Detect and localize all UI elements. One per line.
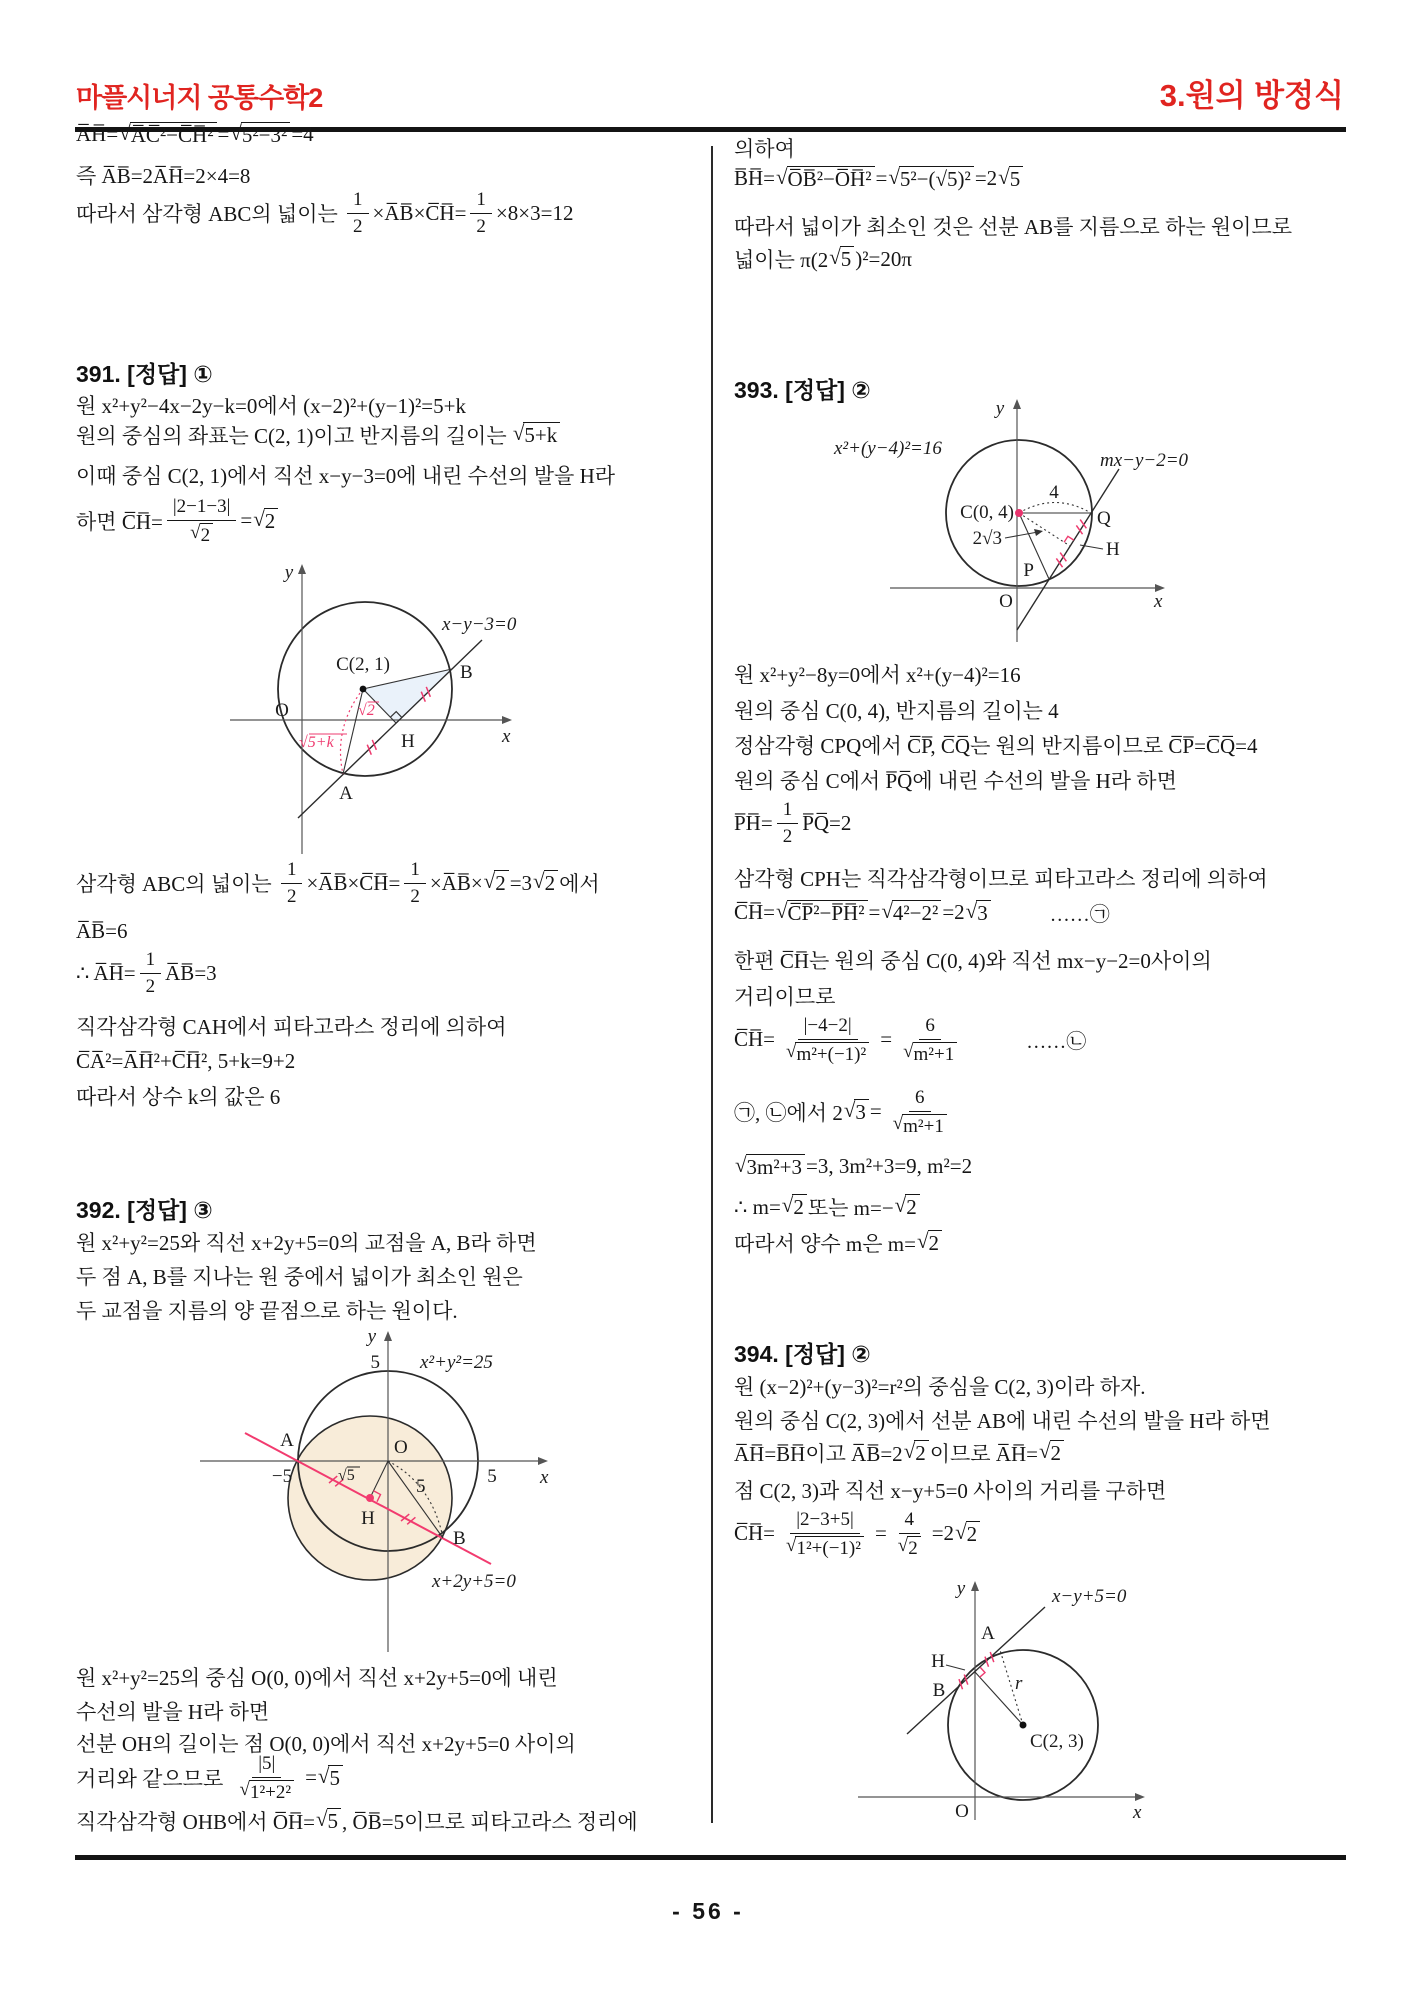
math-text: = (217, 122, 230, 147)
eq-area2 (76, 858, 600, 908)
fraction: |2−1−3| √ 2 (167, 495, 237, 546)
math-text: A̅B̅=3 (165, 960, 217, 985)
radical-icon: √ (829, 245, 841, 270)
sqrt: √ 2 (484, 870, 509, 896)
radical-icon: √ (512, 421, 525, 446)
sqrt: √ m²+(−1)² (786, 1042, 869, 1065)
math-text: 이므로 A̅H̅= (929, 1442, 1039, 1466)
text-line: 점 C(2, 3)과 직선 x−y+5=0 사이의 거리를 구하면 (734, 1479, 1167, 1503)
y-arrow-icon (384, 1331, 392, 1341)
chord-line (298, 640, 482, 818)
center-dot (360, 686, 367, 693)
label-y: y (956, 1578, 966, 1599)
eq-ah2 (76, 948, 217, 998)
eq-bh (734, 166, 1024, 192)
text-line: 정삼각형 CPQ에서 C̅P̅, C̅Q̅는 원의 반지름이므로 C̅P̅=C̅Q̅=4 (734, 734, 1258, 758)
text-line: A̅B̅=6 (76, 919, 128, 943)
text-line: 따라서 상수 k의 값은 6 (76, 1085, 281, 1109)
radical-icon: √ (776, 165, 788, 189)
radical-icon: √ (888, 165, 900, 189)
fraction: |−4−2| √ m²+(−1)² (779, 1014, 876, 1065)
figure-394 (718, 1572, 1278, 1852)
label-circle-eq: x²+(y−4)²=16 (834, 438, 942, 459)
math-text: C̅H̅= (734, 900, 776, 924)
math-text: 넓이는 π(2 (734, 248, 829, 272)
eq-solve (734, 1154, 972, 1180)
text-line: 원 x²+y²=25와 직선 x+2y+5=0의 교점을 A, B라 하면 (76, 1231, 537, 1255)
math-text: 직각삼각형 OHB에서 O̅H̅= (76, 1810, 316, 1834)
radical-icon: √ (533, 869, 545, 894)
math-text: =2 (942, 900, 965, 924)
radical-icon: √ (894, 1193, 907, 1218)
label-sqrt2: √2 (358, 702, 375, 719)
math-text: = (880, 1027, 893, 1052)
sqrt: √ 3m²+3 (735, 1154, 805, 1180)
figure-392 (170, 1326, 630, 1662)
secant-line (1017, 469, 1119, 630)
label-b: B (932, 1680, 946, 1701)
ref-tag: ……㉠ (1049, 904, 1110, 926)
math-text: A̅H̅= (76, 122, 119, 147)
label-a: A (981, 1623, 995, 1644)
math-text: P̅H̅= (734, 810, 773, 835)
eq-ah394 (734, 1438, 1065, 1468)
math-text: ×A̅B̅×C̅H̅= (372, 200, 467, 225)
math-text: =2 (931, 1521, 955, 1546)
fraction: $\frac{1}{2}$ (140, 948, 162, 998)
y-arrow-icon (298, 564, 306, 574)
radical-icon: √ (781, 1193, 794, 1218)
radical-icon: √ (239, 1779, 250, 1800)
fraction: 6 √ m²+1 (886, 1086, 954, 1137)
sqrt: √ A̅C̅²−C̅H̅² (119, 122, 216, 148)
text-line: 원 x²+y²=25의 중심 O(0, 0)에서 직선 x+2y+5=0에 내린 (76, 1666, 558, 1690)
text-line: 선분 OH의 길이는 점 O(0, 0)에서 직선 x+2y+5=0 사이의 (76, 1732, 576, 1756)
math-text: ∴ A̅H̅= (76, 960, 136, 985)
math-text: ㉠, ㉡에서 2 (734, 1100, 843, 1125)
fraction: 6 √ m²+1 (896, 1014, 964, 1065)
sqrt: √ 2 (955, 1521, 980, 1547)
sqrt: √ 4²−2² (881, 900, 941, 926)
eq-m (734, 1192, 921, 1222)
math-text: = (874, 1521, 887, 1546)
radius-arc (1019, 503, 1091, 514)
eq-area (76, 188, 573, 238)
math-text: 에서 (559, 872, 600, 896)
text-line: 원 x²+y²−8y=0에서 x²+(y−4)²=16 (734, 663, 1021, 687)
radical-icon: √ (916, 1229, 929, 1254)
label-center: C(2, 1) (336, 654, 390, 675)
sqrt: √ 5 (318, 1765, 343, 1791)
text-line: 따라서 넓이가 최소인 것은 선분 AB를 지름으로 하는 원이므로 (734, 215, 1293, 239)
fraction: $\frac{1}{2}$ (281, 858, 303, 908)
math-text: = (868, 900, 881, 924)
x-arrow-icon (502, 716, 512, 724)
text-line: 즉 A̅B̅=2A̅H̅=2×4=8 (76, 164, 251, 188)
radical-icon: √ (786, 1535, 797, 1556)
label-center: C(0, 4) (960, 502, 1014, 523)
math-text: ×8×3=12 (495, 200, 574, 225)
sqrt: √ C̅P̅²−P̅H̅² (776, 900, 868, 926)
label-y5: 5 (370, 1352, 380, 1373)
label-x: x (502, 726, 511, 747)
sqrt: √ 5²−(√5)² (888, 166, 973, 192)
label-neg5: −5 (271, 1466, 293, 1487)
radical-icon: √ (230, 121, 242, 145)
math-text: B̅H̅= (734, 166, 776, 191)
label-x: x (540, 1467, 549, 1488)
radical-icon: √ (881, 898, 893, 923)
sqrt: √ 1²+2² (240, 1780, 295, 1803)
label-origin: O (999, 591, 1013, 612)
math-text: =4 (291, 122, 314, 147)
radical-icon: √ (735, 1153, 747, 1177)
label-x: x (1133, 1802, 1142, 1823)
math-text: 따라서 양수 m은 m= (734, 1232, 916, 1256)
h-dot (366, 1494, 374, 1502)
label-circle-eq: x²+y²=25 (420, 1352, 493, 1373)
label-p: P (1023, 560, 1034, 581)
sqrt: √ 2 (904, 1440, 929, 1466)
figure-393 (738, 392, 1283, 654)
y-arrow-icon (971, 1581, 979, 1591)
column-divider (711, 146, 713, 1823)
math-text: =3, 3m²+3=9, m²=2 (806, 1154, 973, 1179)
math-text: 하면 C̅H̅= (76, 509, 163, 534)
math-text: = (240, 508, 253, 533)
label-radius4: 4 (1049, 482, 1059, 503)
label-b: B (460, 662, 473, 683)
sqrt: √ 2 (190, 523, 213, 546)
label-center: C(2, 3) (1030, 1731, 1084, 1752)
text-line: 의하여 (734, 137, 795, 161)
chapter-title: 3.원의 방정식 (1159, 78, 1344, 113)
label-a: A (339, 783, 353, 804)
eq-m-pos (734, 1228, 943, 1258)
sqrt: √ 5+k (513, 422, 560, 448)
fraction: |5| √ 1²+2² (233, 1752, 302, 1803)
radical-icon: √ (190, 522, 201, 543)
radical-icon: √ (119, 121, 131, 145)
book-title: 마플시너지 공통수학2 (76, 83, 323, 113)
arrowhead-icon (1034, 529, 1043, 536)
eq-radius (76, 420, 561, 450)
label-sqrt5: √5 (338, 1467, 355, 1484)
label-line-eq: x−y−3=0 (442, 614, 517, 635)
right-angle-icon (980, 1667, 985, 1677)
label-r: r (1015, 1673, 1023, 1694)
text-line: 두 교점을 지름의 양 끝점으로 하는 원이다. (76, 1299, 458, 1323)
sqrt: √ 3 (966, 900, 991, 926)
text-line: 원의 중심 C에서 P̅Q̅에 내린 수선의 발을 H라 하면 (734, 769, 1177, 793)
page-number: - 56 - (672, 1898, 744, 1924)
sqrt: √ 2 (782, 1194, 807, 1220)
sqrt: √ 2 (895, 1194, 920, 1220)
sqrt: √ O̅B̅²−O̅H̅² (776, 166, 874, 192)
radical-icon: √ (903, 1439, 916, 1464)
label-origin: O (394, 1437, 408, 1458)
radical-icon: √ (897, 1535, 909, 1556)
sqrt: √ 2 (253, 508, 278, 534)
radical-icon: √ (786, 1041, 797, 1062)
secant-line (907, 1607, 1045, 1734)
shaded-triangle (363, 669, 452, 723)
text-line: 이때 중심 C(2, 1)에서 직선 x−y−3=0에 내린 수선의 발을 H라 (76, 464, 616, 488)
eq-dist (76, 1752, 344, 1803)
radical-icon: √ (316, 1807, 328, 1832)
math-text: C̅H̅= (734, 1521, 776, 1546)
leader-line (946, 1665, 965, 1670)
label-h: H (361, 1508, 375, 1529)
sqrt: √ 2 (917, 1230, 942, 1256)
radical-icon: √ (317, 1763, 330, 1788)
sqrt: √ 5 (829, 246, 854, 272)
footer-rule (75, 1855, 1346, 1860)
math-text: ×A̅B̅× (429, 870, 483, 895)
text-line: C̅A̅²=A̅H̅²+C̅H̅², 5+k=9+2 (76, 1049, 296, 1073)
x-arrow-icon (1135, 1793, 1145, 1801)
label-sqrt5k: √5+k (299, 734, 334, 751)
label-y: y (284, 562, 294, 583)
sqrt: √ 2 (1039, 1440, 1064, 1466)
sqrt: √ m²+1 (903, 1042, 957, 1065)
text-line: 원의 중심 C(2, 3)에서 선분 AB에 내린 수선의 발을 H라 하면 (734, 1409, 1271, 1433)
radical-icon: √ (892, 1113, 904, 1134)
label-x5: 5 (487, 1466, 497, 1487)
label-b: B (453, 1528, 466, 1549)
label-origin: O (955, 1801, 969, 1822)
math-text: C̅H̅= (734, 1027, 776, 1052)
radical-icon: √ (998, 165, 1010, 189)
label-line-eq: mx−y−2=0 (1100, 450, 1189, 471)
eq-ch393 (734, 898, 1110, 927)
problem-391-header: 391. [정답] ① (76, 361, 213, 387)
math-text: 따라서 삼각형 ABC의 넓이는 (76, 202, 338, 226)
math-text: 또는 m=− (807, 1196, 894, 1220)
figure-391 (150, 556, 640, 861)
eq-ph (734, 798, 851, 848)
text-line: 수선의 발을 H라 하면 (76, 1700, 270, 1724)
eq-combine (734, 1086, 958, 1137)
text-line: 직각삼각형 CAH에서 피타고라스 정리에 의하여 (76, 1015, 507, 1039)
fraction: $\frac{1}{2}$ (404, 858, 426, 908)
math-text: P̅Q̅=2 (802, 810, 852, 835)
text-line: 원의 중심 C(0, 4), 반지름의 길이는 4 (734, 699, 1059, 723)
problem-393-header: 393. [정답] ② (734, 377, 871, 403)
center-dot (1020, 1722, 1027, 1729)
math-text: , O̅B̅=5이므로 피타고라스 정리에 (342, 1810, 638, 1834)
sqrt: √ 2 (533, 870, 558, 896)
radical-icon: √ (903, 1041, 914, 1062)
math-text: =2 (974, 166, 998, 191)
radical-icon: √ (253, 506, 265, 531)
radical-icon: √ (843, 1097, 856, 1122)
math-text: = (875, 166, 888, 191)
math-text: ×A̅B̅×C̅H̅= (306, 870, 401, 895)
label-2sqrt3: 2√3 (972, 528, 1002, 549)
math-text: 삼각형 ABC의 넓이는 (76, 872, 272, 896)
leader-line (1005, 532, 1038, 538)
math-text: =3 (509, 870, 533, 895)
problem-392-header: 392. [정답] ③ (76, 1197, 213, 1223)
math-text: 거리와 같으므로 (76, 1766, 224, 1791)
math-text: 원의 중심의 좌표는 C(2, 1)이고 반지름의 길이는 (76, 424, 507, 448)
right-angle-icon (1064, 536, 1074, 542)
math-text: ∴ m= (734, 1194, 781, 1219)
eq-ch-dist (734, 1014, 1086, 1065)
text-line: 삼각형 CPH는 직각삼각형이므로 피타고라스 정리에 의하여 (734, 867, 1268, 891)
label-x: x (1154, 591, 1163, 612)
label-a: A (280, 1430, 294, 1451)
label-radius5: 5 (416, 1476, 426, 1497)
eq-ohb (76, 1806, 638, 1836)
fraction: 4 √ 2 (891, 1508, 928, 1559)
problem-394-header: 394. [정답] ② (734, 1341, 871, 1367)
radical-icon: √ (1039, 1439, 1051, 1464)
radical-icon: √ (483, 869, 496, 894)
label-line-eq: x+2y+5=0 (432, 1571, 516, 1592)
radical-icon: √ (965, 898, 978, 923)
eq-ah (76, 122, 314, 148)
fraction: $\frac{1}{2}$ (777, 798, 799, 848)
text-line: 거리이므로 (734, 985, 836, 1009)
eq-ch394 (734, 1508, 981, 1559)
sqrt: √ 5 (998, 166, 1023, 192)
label-y: y (995, 398, 1005, 419)
math-text: = (305, 1765, 317, 1790)
radical-icon: √ (776, 898, 788, 923)
y-arrow-icon (1013, 399, 1021, 409)
label-h: H (931, 1651, 945, 1672)
math-text: )²=20π (855, 246, 912, 271)
x-arrow-icon (538, 1457, 548, 1465)
math-text: = (869, 1099, 882, 1124)
text-line: 원 x²+y²−4x−2y−k=0에서 (x−2)²+(y−1)²=5+k (76, 394, 466, 418)
center-dot (1015, 509, 1023, 517)
label-y: y (367, 1326, 376, 1347)
sqrt: √ 5²−3² (230, 122, 290, 148)
text-line: 원 (x−2)²+(y−3)²=r²의 중심을 C(2, 3)이라 하자. (734, 1375, 1146, 1399)
sqrt: √ 3 (844, 1099, 869, 1125)
label-h: H (401, 731, 415, 752)
sqrt: √ 1²+(−1)² (786, 1536, 864, 1559)
ref-tag: ……㉡ (1026, 1031, 1087, 1054)
math-text: A̅H̅=B̅H̅이고 A̅B̅=2 (734, 1442, 903, 1466)
text-line: 두 점 A, B를 지나는 원 중에서 넓이가 최소인 원은 (76, 1265, 523, 1289)
radical-icon: √ (955, 1519, 967, 1544)
fraction: $\frac{1}{2}$ (470, 188, 492, 238)
sqrt: √ 5 (316, 1808, 341, 1834)
sqrt: √ 2 (898, 1536, 921, 1559)
fraction: |2−3+5| √ 1²+(−1)² (779, 1508, 871, 1559)
label-line-eq: x−y+5=0 (1052, 1586, 1127, 1607)
eq-ch (76, 495, 279, 546)
eq-area-min (734, 244, 912, 274)
text-line: 한편 C̅H̅는 원의 중심 C(0, 4)와 직선 mx−y−2=0사이의 (734, 949, 1212, 973)
label-h: H (1106, 539, 1120, 560)
fraction: $\frac{1}{2}$ (347, 188, 369, 238)
sqrt: √ m²+1 (893, 1114, 947, 1137)
label-origin: O (275, 700, 289, 721)
label-q: Q (1097, 508, 1111, 529)
